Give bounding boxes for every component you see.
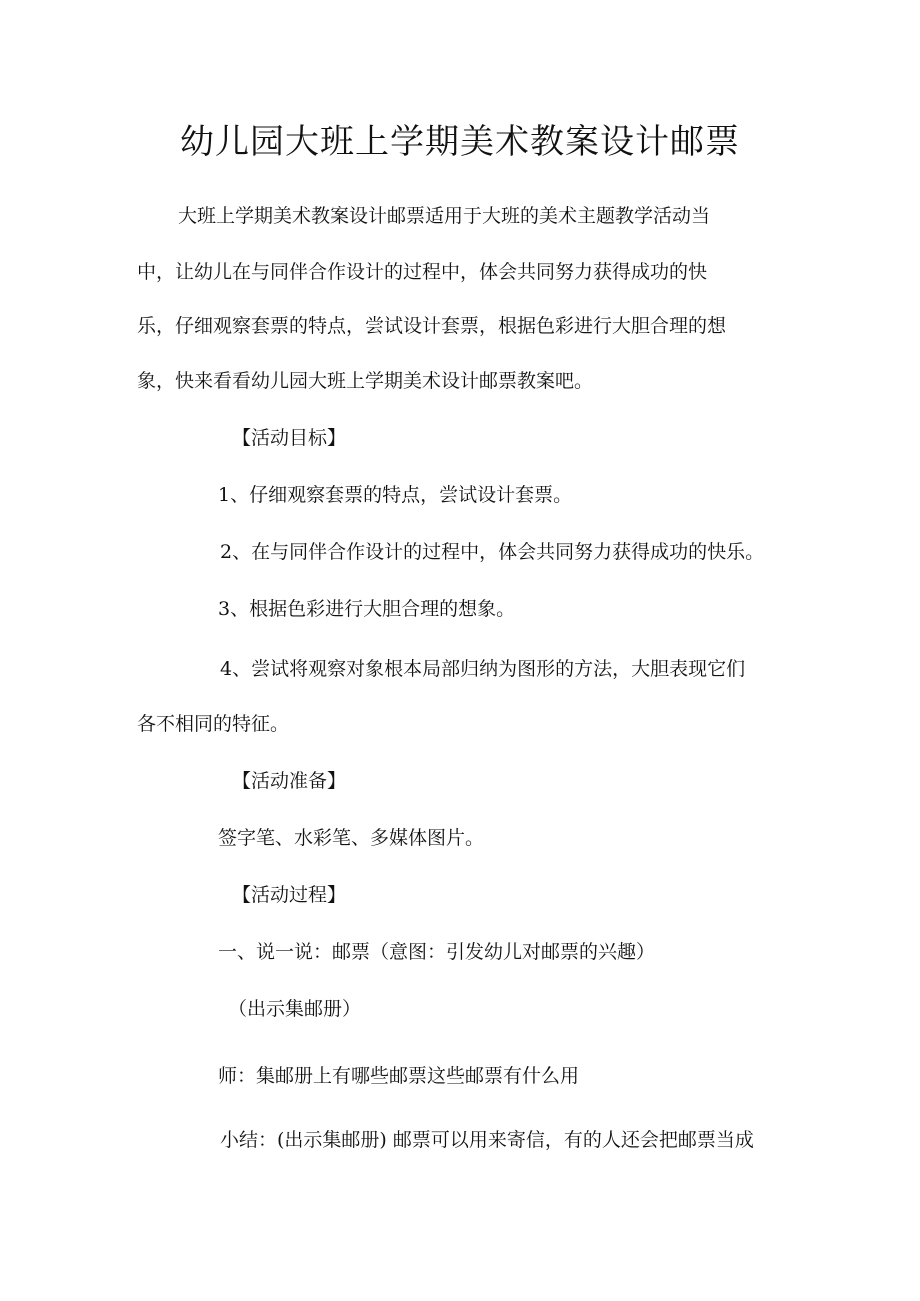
prep-heading: 【活动准备】: [232, 770, 347, 792]
goal-item: 4、尝试将观察对象根本局部归纳为图形的方法，大胆表现它们: [220, 658, 746, 680]
intro-line: 大班上学期美术教案设计邮票适用于大班的美术主题教学活动当: [178, 205, 711, 227]
prep-text: 签字笔、水彩笔、多媒体图片。: [218, 827, 485, 849]
goal-item: 3、根据色彩进行大胆合理的想象。: [218, 598, 516, 620]
document-title: 幼儿园大班上学期美术教案设计邮票: [180, 122, 740, 162]
process-item: 师：集邮册上有哪些邮票这些邮票有什么用: [218, 1065, 580, 1087]
intro-line: 中，让幼儿在与同伴合作设计的过程中，体会共同努力获得成功的快: [137, 261, 708, 283]
process-item: 小结：(出示集邮册) 邮票可以用来寄信，有的人还会把邮票当成: [220, 1129, 754, 1151]
intro-line: 象，快来看看幼儿园大班上学期美术设计邮票教案吧。: [137, 370, 594, 392]
process-item: 一、说一说：邮票（意图：引发幼儿对邮票的兴趣）: [218, 941, 656, 963]
goal-item: 1、仔细观察套票的特点，尝试设计套票。: [218, 484, 573, 506]
intro-line: 乐，仔细观察套票的特点，尝试设计套票，根据色彩进行大胆合理的想: [137, 315, 727, 337]
process-item: （出示集邮册）: [228, 998, 362, 1020]
process-heading: 【活动过程】: [232, 884, 347, 906]
goal-item-continued: 各不相同的特征。: [137, 713, 290, 735]
goal-item: 2、在与同伴合作设计的过程中，体会共同努力获得成功的快乐。: [220, 541, 765, 563]
goals-heading: 【活动目标】: [232, 427, 347, 449]
